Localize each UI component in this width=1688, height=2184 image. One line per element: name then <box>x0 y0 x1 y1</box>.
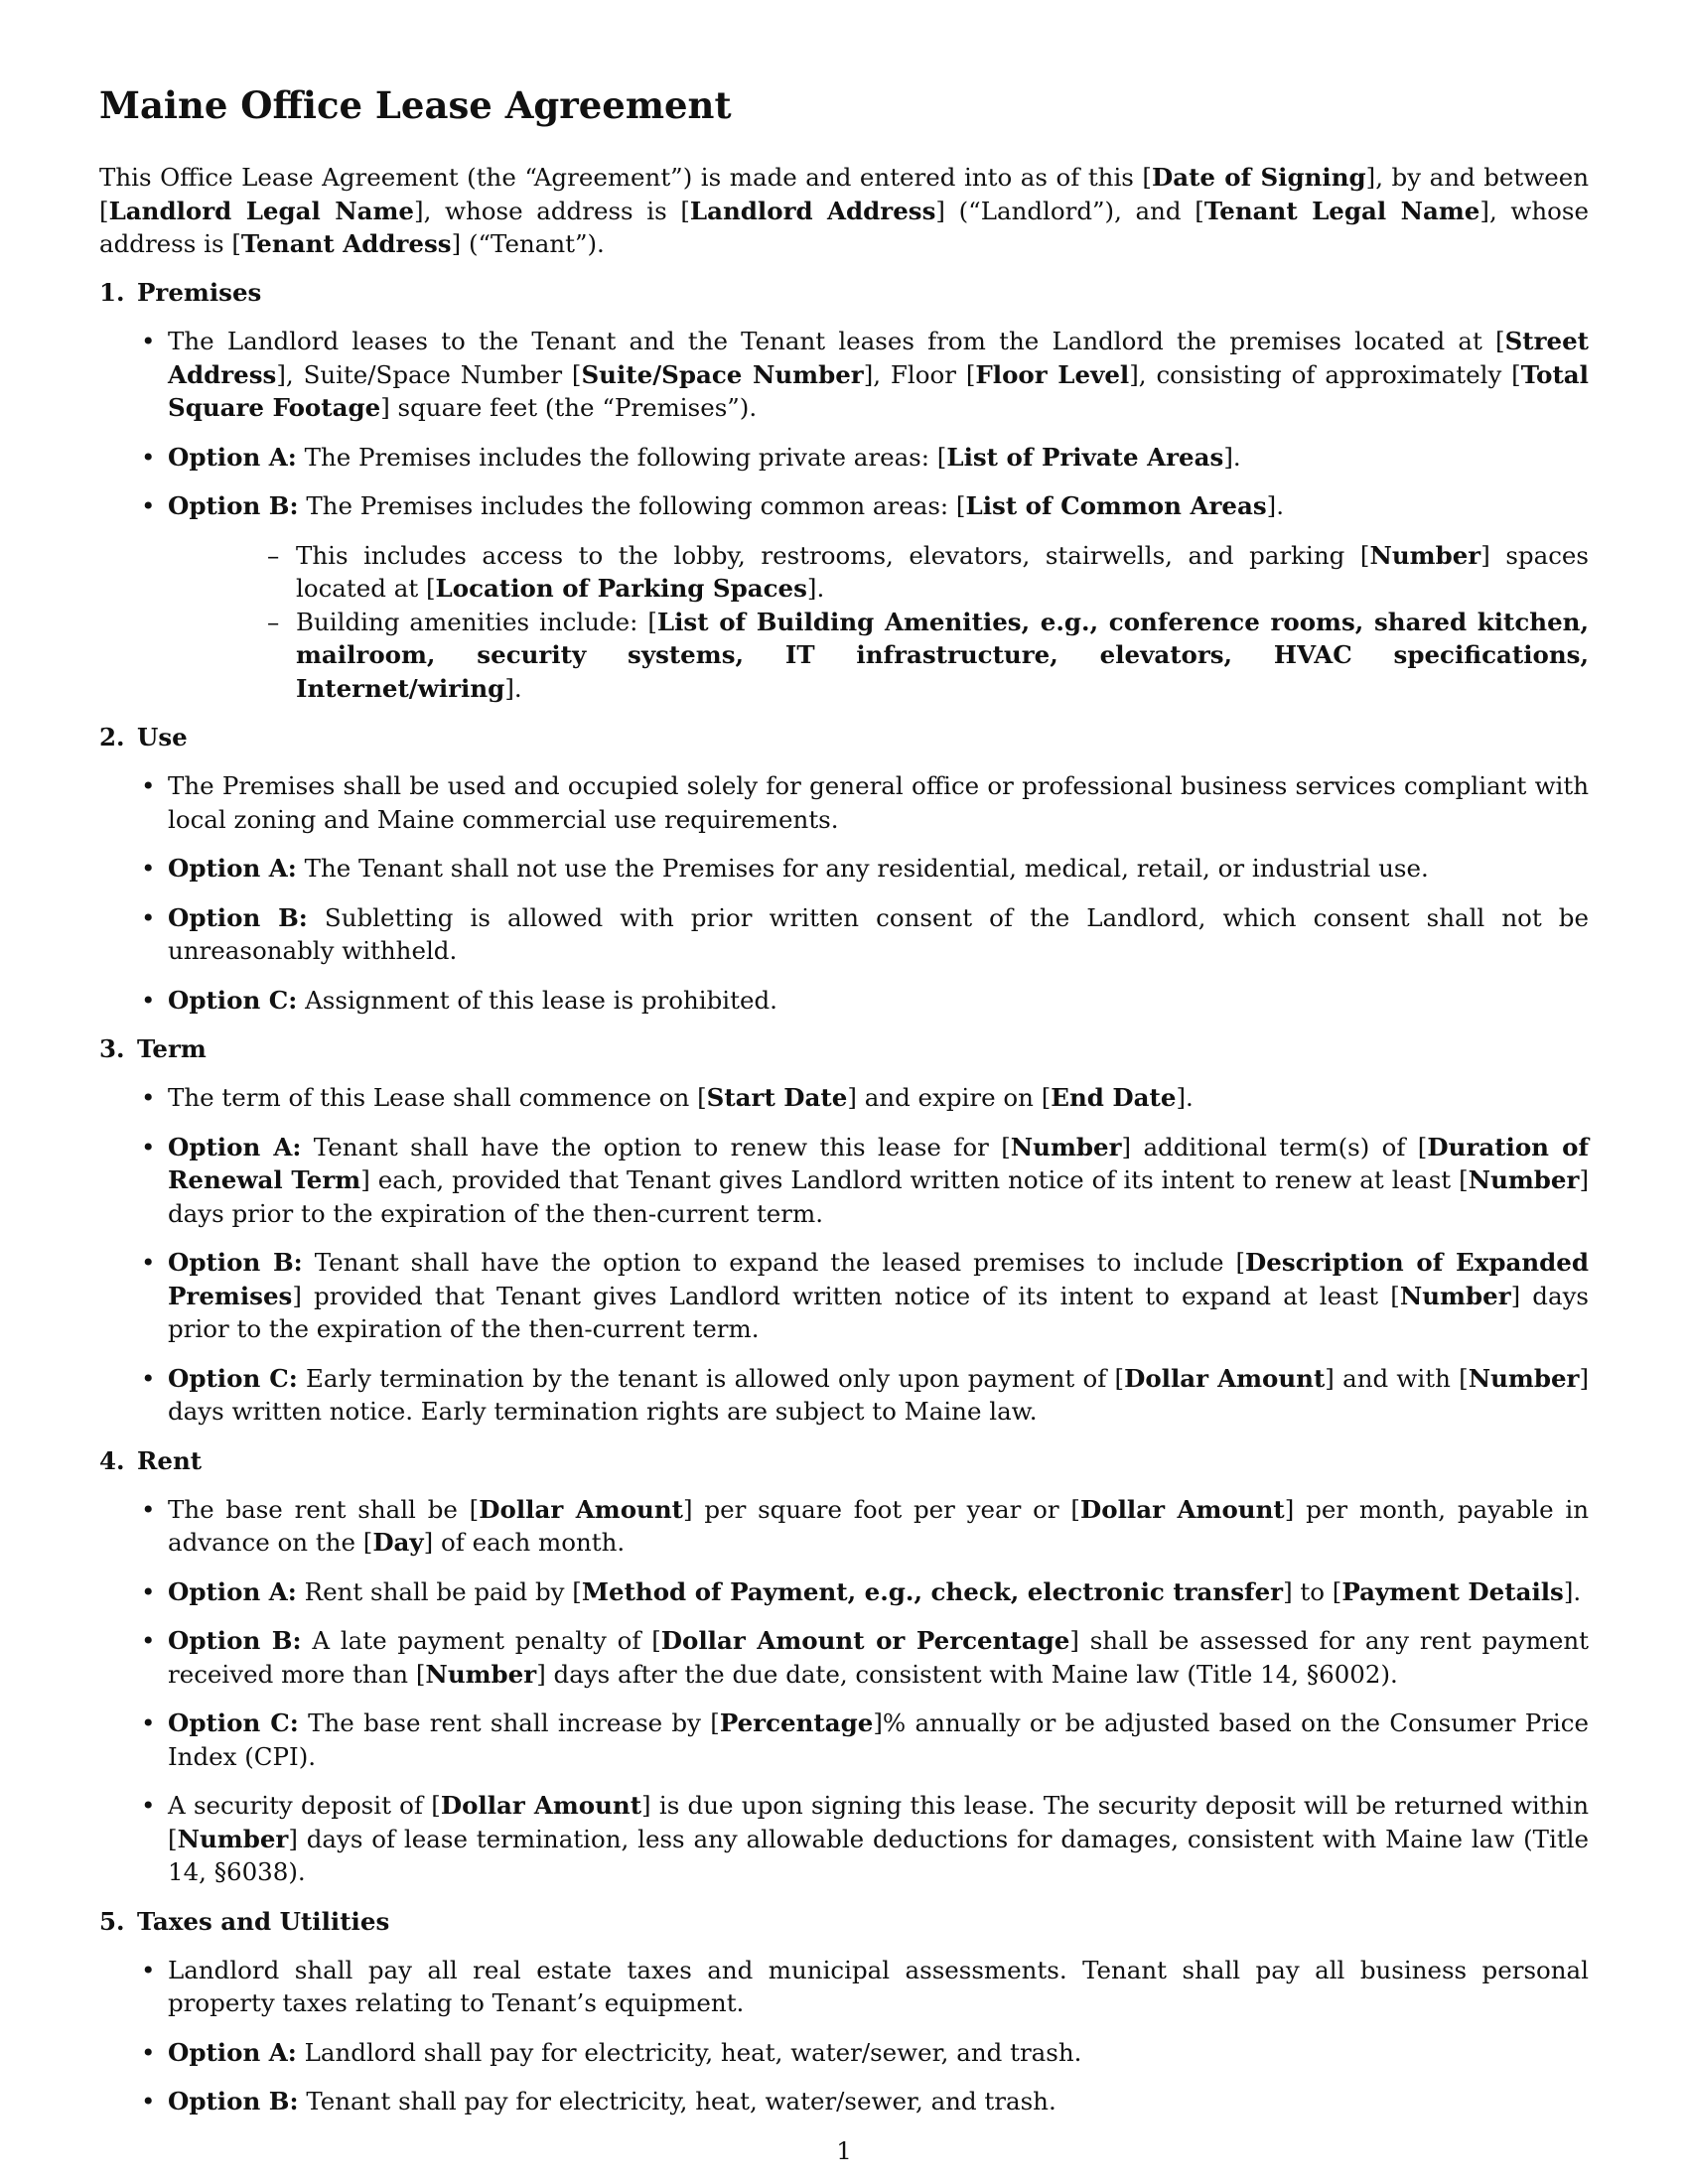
list-item <box>99 769 1589 836</box>
text-run: ], Floor [ <box>863 359 976 389</box>
placeholder-field: Floor Level <box>975 359 1130 389</box>
placeholder-field: Dollar Amount <box>440 1791 642 1820</box>
list-item <box>99 1131 1589 1231</box>
text-run: ]. <box>1176 1083 1194 1112</box>
text-run: A security deposit of [ <box>168 1791 441 1820</box>
bullet-icon: • <box>141 1132 156 1161</box>
bullet-icon: • <box>141 1955 156 1984</box>
placeholder-field: List of Building Amenities, e.g., conference rooms, shared kitchen, mailroom, security systems, IT infrastructure, elevators, HVAC specifications, Internet/wiring <box>296 607 1590 703</box>
bullet-icon: • <box>141 771 156 800</box>
list-item <box>99 1575 1589 1609</box>
placeholder-field: Percentage <box>719 1708 874 1737</box>
sub-list-item <box>168 606 1589 706</box>
sub-list <box>168 539 1589 706</box>
dash-icon: – <box>267 607 280 636</box>
list-item <box>99 325 1589 425</box>
text-run: The term of this Lease shall commence on [ <box>168 1083 707 1112</box>
text-run: The Premises includes the following common areas: [ <box>298 491 966 520</box>
placeholder-field: Option C: <box>168 1708 299 1737</box>
placeholder-field: Landlord Address <box>689 196 936 225</box>
bullet-list <box>99 1493 1589 1889</box>
section-term <box>99 1032 1589 1429</box>
bullet-icon: • <box>141 854 156 883</box>
bullet-icon: • <box>141 1708 156 1737</box>
text-run: ] days prior to the expiration of the then-current term. <box>168 1281 1589 1343</box>
placeholder-field: Option A: <box>168 1132 302 1161</box>
placeholder-field: Tenant Legal Name <box>1203 196 1480 225</box>
text-run: Landlord shall pay for electricity, heat, water/sewer, and trash. <box>296 2037 1082 2067</box>
bullet-icon: • <box>141 327 156 355</box>
bullet-icon: • <box>141 1083 156 1112</box>
text-run: ] to [ <box>1283 1576 1342 1606</box>
bullet-icon: • <box>141 442 156 472</box>
text-run: ]% annually or be adjusted based on the Consumer Price Index (CPI). <box>168 1708 1589 1771</box>
placeholder-field: Description of Expanded Premises <box>168 1248 1589 1310</box>
section-title: Use <box>137 723 188 751</box>
list-item <box>99 1624 1589 1691</box>
bullet-icon: • <box>141 491 156 520</box>
placeholder-field: Day <box>372 1528 424 1557</box>
placeholder-field: Option B: <box>168 902 308 932</box>
list-item <box>99 1789 1589 1889</box>
list-item <box>99 2036 1589 2070</box>
list-item <box>99 1493 1589 1560</box>
bullet-icon: • <box>141 985 156 1015</box>
text-run: The base rent shall be [ <box>168 1494 480 1524</box>
placeholder-field: Dollar Amount or Percentage <box>660 1626 1070 1655</box>
text-run: The Tenant shall not use the Premises for any residential, medical, retail, or industrial use. <box>296 854 1429 883</box>
text-run: ] per square foot per year or [ <box>683 1494 1080 1524</box>
placeholder-field: Option C: <box>168 1363 298 1393</box>
text-run: Tenant shall pay for electricity, heat, water/sewer, and trash. <box>298 2087 1056 2116</box>
section-number: 4. <box>99 1445 125 1475</box>
text-run: Building amenities include: [ <box>296 607 657 636</box>
text-run: Landlord shall pay all real estate taxes and municipal assessments. Tenant shall pay all business personal property taxes relating to Tenant’s equipment. <box>168 1955 1589 2017</box>
placeholder-field: Method of Payment, e.g., check, electronic transfer <box>581 1576 1284 1606</box>
section-heading <box>99 1032 1589 1066</box>
placeholder-field: Number <box>1369 540 1481 570</box>
text-run: The Premises shall be used and occupied solely for general office or professional business services compliant with local zoning and Maine commercial use requirements. <box>168 771 1589 834</box>
text-run: Tenant shall have the option to renew this lease for [ <box>301 1132 1011 1161</box>
text-run: ] and with [ <box>1325 1363 1469 1393</box>
placeholder-field: List of Common Areas <box>965 491 1267 520</box>
placeholder-field: Landlord Legal Name <box>108 196 415 225</box>
text-run: ] provided that Tenant gives Landlord written notice of its intent to expand at least [ <box>292 1281 1400 1310</box>
text-run: ] is due upon signing this lease. The security deposit will be returned within [ <box>168 1791 1589 1853</box>
list-item <box>99 852 1589 886</box>
section-title: Term <box>137 1034 207 1063</box>
text-run: ] shall be assessed for any rent payment received more than [ <box>168 1626 1589 1689</box>
text-run: Early termination by the tenant is allowed only upon payment of [ <box>297 1363 1125 1393</box>
bullet-list <box>99 769 1589 1017</box>
list-item <box>99 1706 1589 1773</box>
text-run: ] days written notice. Early termination rights are subject to Maine law. <box>168 1363 1590 1426</box>
placeholder-field: Option A: <box>168 2037 297 2067</box>
text-run: ] additional term(s) of [ <box>1121 1132 1428 1161</box>
section-heading <box>99 1444 1589 1478</box>
bullet-icon: • <box>141 1576 156 1606</box>
list-item <box>99 1081 1589 1115</box>
text-run: This Office Lease Agreement (the “Agreement”) is made and entered into as of this [ <box>99 163 1152 192</box>
placeholder-field: Option B: <box>168 491 299 520</box>
section-heading <box>99 1905 1589 1939</box>
placeholder-field: Option A: <box>168 442 297 472</box>
placeholder-field: Tenant Address <box>240 229 452 258</box>
bullet-list <box>99 325 1589 705</box>
placeholder-field: Option A: <box>168 1576 297 1606</box>
bullet-icon: • <box>141 2037 156 2067</box>
document-title: Maine Office Lease Agreement <box>99 83 732 127</box>
text-run: The base rent shall increase by [ <box>298 1708 720 1737</box>
bullet-icon: • <box>141 2087 156 2116</box>
document-page <box>99 0 1589 2184</box>
placeholder-field: Street Address <box>168 327 1589 389</box>
text-run: ]. <box>1266 491 1284 520</box>
list-item <box>99 2085 1589 2118</box>
bullet-icon: • <box>141 1626 156 1655</box>
text-run: ]. <box>806 574 825 603</box>
placeholder-field: Number <box>1399 1281 1511 1310</box>
text-run: ], whose address is [ <box>99 196 1589 258</box>
placeholder-field: Number <box>1468 1363 1580 1393</box>
placeholder-field: Option A: <box>168 854 297 883</box>
text-run: ]. <box>1563 1576 1582 1606</box>
section-use <box>99 721 1589 1017</box>
placeholder-field: Option B: <box>168 1626 302 1655</box>
text-run: Tenant shall have the option to expand the leased premises to include [ <box>302 1248 1246 1277</box>
placeholder-field: Date of Signing <box>1151 163 1366 192</box>
list-item <box>99 984 1589 1018</box>
placeholder-field: Suite/Space Number <box>581 359 864 389</box>
section-rent <box>99 1444 1589 1889</box>
sub-list-item <box>168 539 1589 606</box>
placeholder-field: Location of Parking Spaces <box>435 574 807 603</box>
list-item <box>99 1362 1589 1429</box>
text-run: Subletting is allowed with prior written consent of the Landlord, which consent shall not be unreasonably withheld. <box>168 902 1589 965</box>
text-run: Rent shall be paid by [ <box>296 1576 582 1606</box>
intro-paragraph <box>99 161 1589 261</box>
list-item <box>99 901 1589 968</box>
text-run: Assignment of this lease is prohibited. <box>297 985 777 1015</box>
text-run: ] square feet (the “Premises”). <box>380 393 758 422</box>
text-run: ], by and between [ <box>99 163 1589 225</box>
section-title: Premises <box>137 278 262 307</box>
section-premises <box>99 276 1589 705</box>
placeholder-field: Number <box>425 1659 537 1689</box>
placeholder-field: List of Private Areas <box>946 442 1224 472</box>
placeholder-field: Option C: <box>168 985 298 1015</box>
placeholder-field: Dollar Amount <box>1080 1494 1285 1524</box>
placeholder-field: Payment Details <box>1341 1576 1564 1606</box>
bullet-list <box>99 1081 1589 1429</box>
text-run: ] (“Landlord”), and [ <box>935 196 1204 225</box>
text-run: ] (“Tenant”). <box>451 229 605 258</box>
placeholder-field: Dollar Amount <box>479 1494 684 1524</box>
section-number: 5. <box>99 1906 125 1936</box>
placeholder-field: Number <box>177 1824 289 1853</box>
text-run: ] per month, payable in advance on the [ <box>168 1494 1590 1557</box>
page-number: 1 <box>836 2136 852 2165</box>
bullet-list <box>99 1954 1589 2118</box>
text-run: ] of each month. <box>423 1528 626 1557</box>
text-run: ] each, provided that Tenant gives Landlord written notice of its intent to renew at least [ <box>360 1165 1469 1194</box>
text-run: ] days after the due date, consistent with Maine law (Title 14, §6002). <box>536 1659 1398 1689</box>
list-item <box>99 1954 1589 2020</box>
text-run: ] and expire on [ <box>847 1083 1052 1112</box>
placeholder-field: Option B: <box>168 1248 303 1277</box>
dash-icon: – <box>267 540 280 570</box>
bullet-icon: • <box>141 1791 156 1820</box>
text-run: The Premises includes the following private areas: [ <box>296 442 947 472</box>
section-heading <box>99 721 1589 754</box>
placeholder-field: Duration of Renewal Term <box>168 1132 1589 1194</box>
text-run: ], Suite/Space Number [ <box>276 359 582 389</box>
section-heading <box>99 276 1589 310</box>
text-run: ] days prior to the expiration of the then-current term. <box>168 1165 1589 1228</box>
bullet-icon: • <box>141 902 156 932</box>
text-run: ]. <box>504 673 522 703</box>
list-item <box>99 441 1589 475</box>
text-run: A late payment penalty of [ <box>301 1626 661 1655</box>
text-run: ] days of lease termination, less any allowable deductions for damages, consistent with Maine law (Title 14, §6038). <box>168 1824 1589 1886</box>
section-number: 2. <box>99 723 125 751</box>
text-run: ] spaces located at [ <box>296 540 1590 603</box>
placeholder-field: Number <box>1468 1165 1580 1194</box>
text-run: The Landlord leases to the Tenant and the Tenant leases from the Landlord the premises located at [ <box>168 327 1505 355</box>
placeholder-field: Total Square Footage <box>168 359 1589 422</box>
placeholder-field: Dollar Amount <box>1124 1363 1326 1393</box>
bullet-icon: • <box>141 1494 156 1524</box>
text-run: ]. <box>1223 442 1241 472</box>
list-item <box>99 1246 1589 1346</box>
placeholder-field: End Date <box>1051 1083 1177 1112</box>
section-title: Rent <box>137 1445 203 1475</box>
section-taxes-and-utilities <box>99 1905 1589 2118</box>
placeholder-field: Option B: <box>168 2087 299 2116</box>
section-number: 3. <box>99 1034 125 1063</box>
bullet-icon: • <box>141 1248 156 1277</box>
text-run: ], consisting of approximately [ <box>1129 359 1521 389</box>
text-run: ], whose address is [ <box>414 196 690 225</box>
text-run: This includes access to the lobby, restrooms, elevators, stairwells, and parking [ <box>296 540 1370 570</box>
section-number: 1. <box>99 278 125 307</box>
bullet-icon: • <box>141 1363 156 1393</box>
placeholder-field: Number <box>1010 1132 1122 1161</box>
section-title: Taxes and Utilities <box>137 1906 390 1936</box>
sections-list <box>99 276 1589 2134</box>
placeholder-field: Start Date <box>706 1083 848 1112</box>
list-item <box>99 489 1589 705</box>
